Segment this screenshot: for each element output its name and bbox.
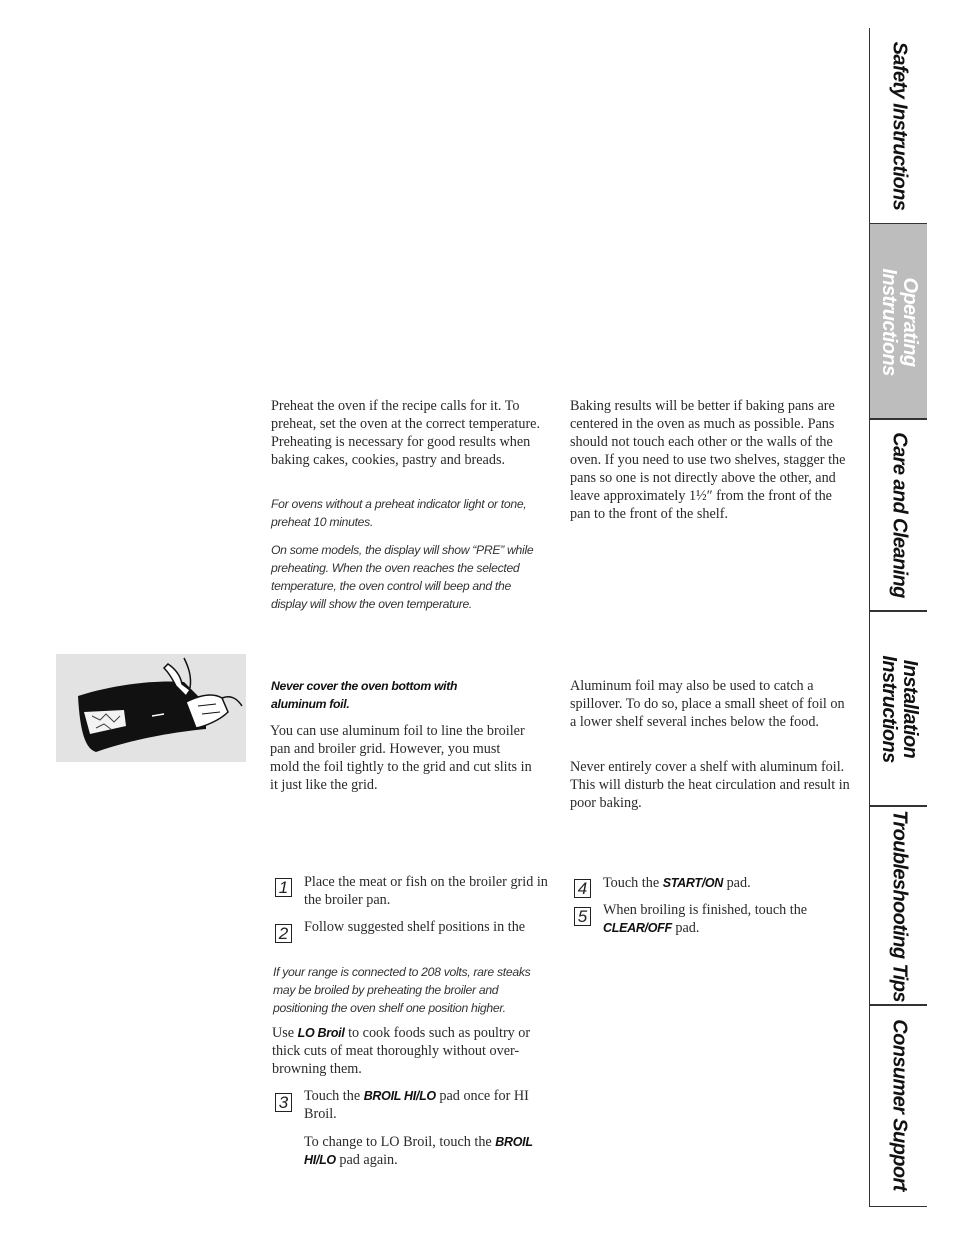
start-on-keyword: START/ON — [662, 876, 724, 890]
section-tabs — [869, 28, 927, 1207]
step-5-text — [603, 901, 849, 937]
tab-installation-instructions[interactable] — [870, 611, 927, 806]
preheat-note-display: On some models, the display will show “PRE” while preheating. When the oven reaches the selected temperature, the oven control will beep and the display will show the oven temperature. — [271, 543, 534, 611]
step-3-text — [304, 1087, 548, 1123]
tab-troubleshooting-label: Troubleshooting Tips — [888, 809, 910, 1002]
step-1-number: 1 — [275, 878, 292, 897]
tab-safety-label: Safety Instructions — [888, 41, 910, 211]
tab-installation-line1: Installation — [898, 659, 921, 758]
preheat-paragraph: Preheat the oven if the recipe calls for it. To preheat, set the oven at the correct temperature. Preheating is necessary for good results when baking cakes, cookies, pastry and breads. — [271, 398, 541, 468]
step-2-number: 2 — [275, 924, 292, 943]
lo-broil-post: to cook foods such as poultry or thick cuts of meat thoroughly without over-browning them. — [272, 1025, 531, 1077]
note-208-volts: If your range is connected to 208 volts, rare steaks may be broiled by preheating the broiler and positioning the oven shelf one position higher. — [273, 965, 531, 1015]
step-3b-post: pad again. — [339, 1152, 398, 1168]
tab-installation-line2: Instructions — [877, 654, 900, 763]
preheat-note-no-indicator: For ovens without a preheat indicator light or tone, preheat 10 minutes. — [271, 497, 527, 529]
foil-broiler-paragraph: You can use aluminum foil to line the broiler pan and broiler grid. However, you must mold the foil tightly to the grid and cut slits in it just like the grid. — [270, 723, 532, 793]
pan-placement-paragraph: Baking results will be better if baking pans are centered in the oven as much as possible. Pans should not touch each other or the walls of the oven. If you need to use two shelves, stagger the pans so one is not directly above the other, and leave approximately 1½″ from the front of the pan to the front of the shelf. — [570, 398, 846, 522]
tab-operating-label — [878, 268, 920, 375]
step-3-post: pad once for HI Broil. — [304, 1088, 529, 1122]
step-3-pre: Touch the — [304, 1088, 361, 1104]
foil-illustration — [56, 654, 246, 762]
foil-shelf-paragraph: Never entirely cover a shelf with aluminum foil. This will disturb the heat circulation and result in poor baking. — [570, 759, 850, 811]
step-4-pre: Touch the — [603, 875, 660, 891]
tab-troubleshooting-tips[interactable] — [870, 806, 927, 1005]
step-4-text — [603, 874, 853, 892]
step-5-post: pad. — [675, 920, 700, 936]
tab-operating-instructions[interactable] — [870, 224, 927, 419]
step-2-text: Follow suggested shelf positions in the — [304, 919, 526, 935]
tab-operating-line2: Instructions — [877, 267, 900, 376]
lo-broil-paragraph — [272, 1024, 548, 1078]
tab-operating-line1: Operating — [898, 276, 921, 367]
lo-broil-pre: Use — [272, 1025, 295, 1041]
step-4-number: 4 — [574, 879, 591, 898]
step-4-post: pad. — [726, 875, 751, 891]
tab-safety-instructions[interactable] — [870, 28, 927, 224]
step-3b-pre: To change to LO Broil, touch the — [304, 1134, 492, 1150]
tab-consumer-label: Consumer Support — [888, 1019, 910, 1191]
foil-spillover-paragraph: Aluminum foil may also be used to catch a spillover. To do so, place a small sheet of foil on a lower shelf several inches below the food. — [570, 678, 845, 730]
lo-broil-keyword: LO Broil — [297, 1026, 345, 1040]
clear-off-keyword: CLEAR/OFF — [603, 921, 672, 935]
hands-placing-foil-illustration — [56, 654, 246, 762]
foil-warning: Never cover the oven bottom with aluminum foil. — [271, 679, 458, 711]
broil-hi-lo-keyword: BROIL HI/LO — [363, 1089, 436, 1103]
tab-care-and-cleaning[interactable] — [870, 419, 927, 611]
step-5-pre: When broiling is finished, touch the — [603, 902, 808, 918]
tab-installation-label — [878, 655, 920, 762]
step-5-number: 5 — [574, 907, 591, 926]
tab-consumer-support[interactable] — [870, 1005, 927, 1205]
step-1-text: Place the meat or fish on the broiler grid in the broiler pan. — [304, 874, 548, 908]
step-3-number: 3 — [275, 1093, 292, 1112]
broil-hi-lo-keyword-again: BROIL HI/LO — [304, 1135, 533, 1167]
tab-care-label: Care and Cleaning — [888, 432, 910, 598]
step-3-lo-broil-text — [304, 1133, 548, 1169]
